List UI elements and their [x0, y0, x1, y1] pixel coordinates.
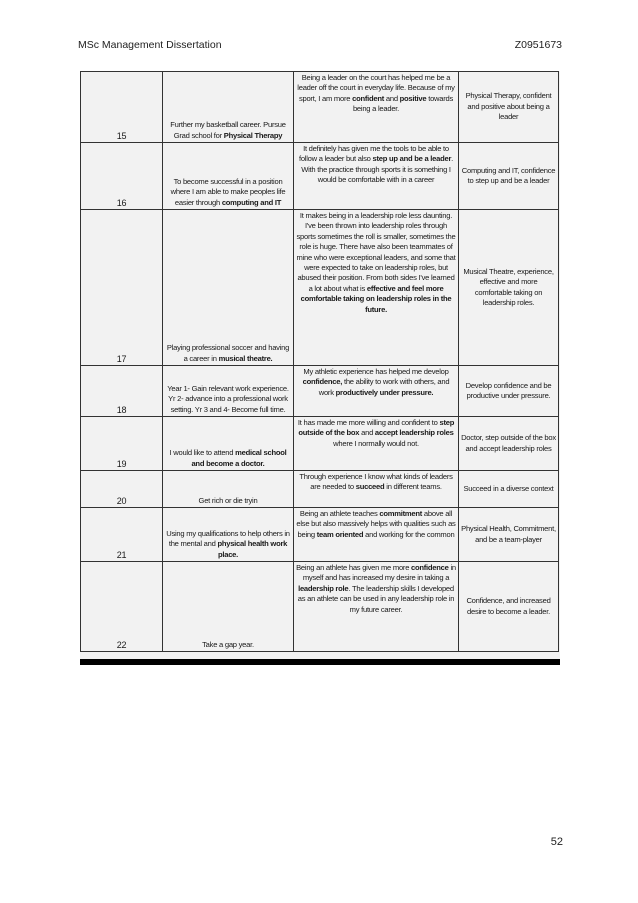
text: Get rich or die tryin: [198, 495, 258, 505]
experience-cell: [294, 562, 459, 652]
text: Being a leader on the court has helped me be a leader off the court in everyday life. Because of my sport, I am more: [297, 73, 455, 103]
bold-text: computing and IT: [221, 197, 282, 207]
summary-cell: Computing and IT, confidence to step up and be a leader: [459, 143, 559, 210]
text: the ability to work with others, and work: [318, 377, 450, 397]
header-student-id: Z0951673: [514, 39, 562, 51]
summary-cell: Succeed in a diverse context: [459, 471, 559, 508]
bold-text: effective and feel more comfortable taking on leadership roles in the future.: [300, 283, 452, 314]
career-goal-cell: [163, 562, 294, 652]
bold-text: step up and be a leader: [372, 154, 452, 164]
career-goal-cell: [163, 417, 294, 471]
experience-cell: [294, 72, 459, 143]
table-row: [81, 508, 559, 562]
career-goal-cell: [163, 72, 294, 143]
text: I would like to attend: [169, 448, 236, 458]
text: Being an athlete teaches: [299, 509, 380, 518]
text: My athletic experience has helped me develop: [303, 367, 449, 376]
table-row: [81, 366, 559, 417]
experience-cell: [294, 508, 459, 562]
bold-text: confident: [352, 93, 385, 103]
experience-cell: [294, 143, 459, 210]
table-row: [81, 417, 559, 471]
table-row: [81, 562, 559, 652]
bold-text: Physical Therapy: [223, 130, 283, 140]
summary-cell: Physical Therapy, confident and positive about being a leader: [459, 72, 559, 143]
bold-text: step outside of the box: [298, 418, 455, 438]
bold-text: leadership role: [298, 583, 349, 593]
text: Using my qualifications to help others in the mental and: [166, 528, 290, 549]
table-row: [81, 72, 559, 143]
bold-text: medical school and become a doctor.: [191, 448, 287, 468]
career-goal-cell: [163, 508, 294, 562]
summary-cell: Develop confidence and be productive under pressure.: [459, 366, 559, 417]
bold-text: confidence,: [302, 377, 343, 387]
row-number: 20: [81, 471, 163, 508]
text: Being an athlete has given me more: [296, 563, 412, 572]
results-table: [80, 71, 559, 652]
table-row: [81, 471, 559, 508]
text: towards being a leader.: [352, 93, 454, 114]
summary-cell: Doctor, step outside of the box and accept leadership roles: [459, 417, 559, 471]
page-number: 52: [550, 836, 563, 848]
bold-text: commitment: [379, 509, 423, 518]
row-number: 18: [81, 366, 163, 417]
bold-text: productively under pressure.: [335, 387, 434, 397]
row-number: 17: [81, 210, 163, 366]
text: . The leadership skills I developed as an athlete can be used in any leadership role in my future career.: [297, 583, 455, 614]
experience-cell: [294, 417, 459, 471]
bold-text: musical theatre.: [218, 353, 273, 363]
career-goal-cell: [163, 210, 294, 366]
experience-cell: [294, 366, 459, 417]
text: and: [384, 93, 400, 103]
text: . With the practice through sports it is something I would be comfortable with in a career: [301, 154, 454, 185]
text: and: [359, 428, 375, 438]
header-title: MSc Management Dissertation: [78, 39, 222, 51]
text: Through experience I know what kinds of leaders are needed to: [299, 472, 453, 492]
row-number: 19: [81, 417, 163, 471]
career-goal-cell: [163, 471, 294, 508]
text: Take a gap year.: [202, 639, 254, 649]
text: where I normally would not.: [333, 438, 419, 448]
bold-text: confidence: [411, 563, 449, 572]
bold-text: physical health work place.: [217, 539, 288, 559]
text: To become successful in a position where I am able to make peoples life easier through: [170, 176, 286, 207]
text: above all else but also massively helps with qualities such as being: [296, 509, 456, 539]
bold-text: team oriented: [316, 529, 364, 539]
row-number: 15: [81, 72, 163, 143]
summary-cell: Confidence, and increased desire to become a leader.: [459, 562, 559, 652]
table-row: [81, 143, 559, 210]
bold-text: succeed: [355, 482, 385, 492]
row-number: 22: [81, 562, 163, 652]
text: in different teams.: [384, 482, 442, 492]
bold-text: accept leadership roles: [374, 428, 454, 438]
row-number: 21: [81, 508, 163, 562]
text: Further my basketball career. Pursue Grad school for: [170, 120, 286, 140]
experience-cell: [294, 210, 459, 366]
summary-cell: Physical Health, Commitment, and be a team-player: [459, 508, 559, 562]
table-bottom-border: [80, 659, 560, 665]
text: Playing professional soccer and having a career in: [166, 343, 290, 363]
experience-cell: [294, 471, 459, 508]
text: Year 1- Gain relevant work experience. Yr 2- advance into a professional work setting. Yr 3 and 4- Become full time.: [167, 383, 289, 414]
row-number: 16: [81, 143, 163, 210]
summary-cell: Musical Theatre, experience, effective and more comfortable taking on leadership roles.: [459, 210, 559, 366]
bold-text: positive: [399, 93, 427, 103]
career-goal-cell: [163, 366, 294, 417]
text: It makes being in a leadership role less daunting. I've been thrown into leadership roles through sports sometimes the roll is smaller, sometimes the role is huge. There have also been teammates of mine who were exceptional leaders, and some that were expected to take on leadership roles, but abused their position. From both sides I've learned a lot about what is: [296, 211, 456, 293]
text: in myself and has increased my desire in taking a: [302, 563, 456, 583]
text: and working for the common: [363, 529, 455, 539]
career-goal-cell: [163, 143, 294, 210]
text: It definitely has given me the tools to be able to follow a leader but also: [298, 144, 449, 164]
scanned-table-image: [80, 71, 560, 665]
table-row: [81, 210, 559, 366]
text: It has made me more willing and confident to: [297, 418, 440, 427]
